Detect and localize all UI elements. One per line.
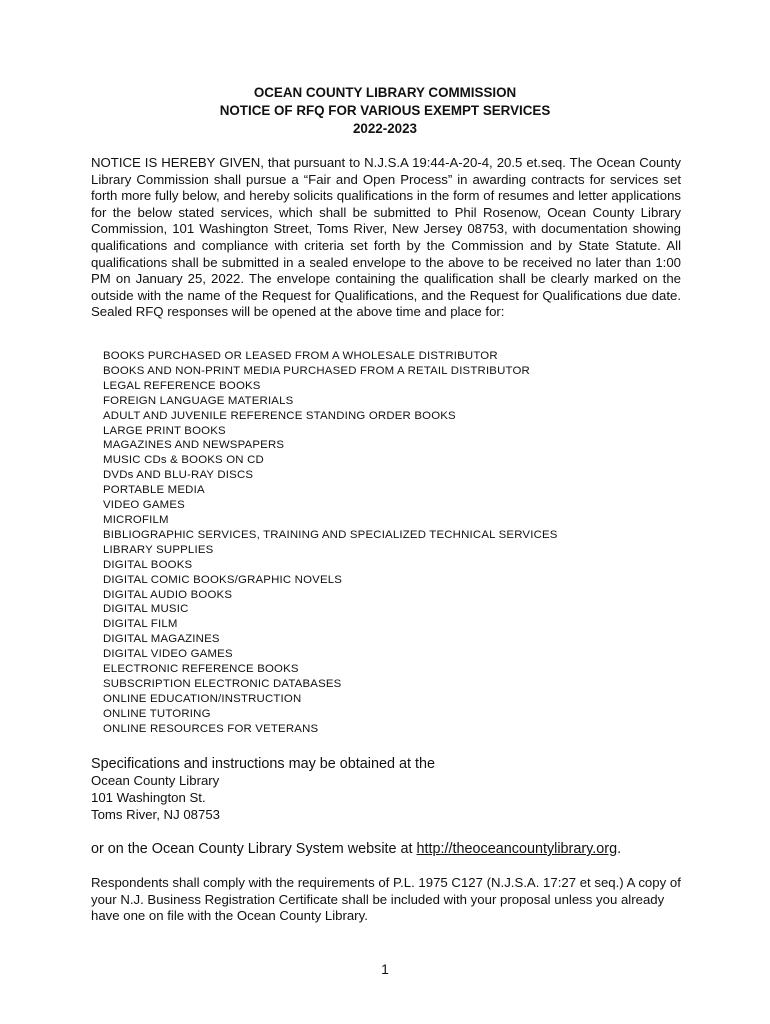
respondents-paragraph: Respondents shall comply with the requirements of P.L. 1975 C127 (N.J.S.A. 17:27 et seq.) A copy of your N.J. Business Registration Certificate shall be included with your proposal unless you already have one on file with the Ocean County Library. [91,875,681,924]
service-item: MAGAZINES AND NEWSPAPERS [103,439,285,452]
service-item: DIGITAL COMIC BOOKS/GRAPHIC NOVELS [103,573,343,586]
specifications-heading: Specifications and instructions may be obtained at the [91,756,435,772]
website-prefix: or on the Ocean County Library System website at [91,841,417,857]
service-item: ONLINE EDUCATION/INSTRUCTION [103,692,302,705]
service-item: MUSIC CDs & BOOKS ON CD [103,454,264,467]
service-item: ONLINE RESOURCES FOR VETERANS [103,722,319,735]
service-item: DIGITAL FILM [103,618,178,631]
library-address [91,772,220,823]
service-item: ELECTRONIC REFERENCE BOOKS [103,663,299,676]
service-item: DIGITAL BOOKS [103,558,193,571]
title-line-3: 2022-2023 [352,121,418,136]
title-block [0,84,770,138]
website-line [91,840,621,858]
service-item: BIBLIOGRAPHIC SERVICES, TRAINING AND SPECIALIZED TECHNICAL SERVICES [103,528,558,541]
service-item: PORTABLE MEDIA [103,484,205,497]
services-list [103,349,558,737]
service-item: LARGE PRINT BOOKS [103,424,226,437]
service-item: ADULT AND JUVENILE REFERENCE STANDING ORDER BOOKS [103,409,456,422]
title-line-2: NOTICE OF RFQ FOR VARIOUS EXEMPT SERVICES [219,103,551,118]
website-suffix: . [617,841,622,857]
service-item: FOREIGN LANGUAGE MATERIALS [103,394,294,407]
service-item: SUBSCRIPTION ELECTRONIC DATABASES [103,677,342,690]
service-item: BOOKS AND NON-PRINT MEDIA PURCHASED FROM A RETAIL DISTRIBUTOR [103,364,530,377]
address-line-1: Ocean County Library [91,773,220,788]
website-link[interactable]: http://theoceancountylibrary.org [416,841,618,857]
service-item: BOOKS PURCHASED OR LEASED FROM A WHOLESALE DISTRIBUTOR [103,350,498,362]
service-item: MICROFILM [103,513,169,526]
service-item: LIBRARY SUPPLIES [103,543,214,556]
service-item: DIGITAL MUSIC [103,603,189,616]
service-item: DIGITAL MAGAZINES [103,633,220,646]
service-item: DIGITAL VIDEO GAMES [103,648,233,661]
page-number: 1 [381,961,389,977]
service-item: VIDEO GAMES [103,499,185,512]
service-item: DIGITAL AUDIO BOOKS [103,588,233,601]
title-line-1: OCEAN COUNTY LIBRARY COMMISSION [253,85,517,100]
address-line-2: 101 Washington St. [91,790,206,805]
intro-paragraph: NOTICE IS HEREBY GIVEN, that pursuant to N.J.S.A 19:44-A-20-4, 20.5 et.seq. The Ocean County Library Commission shall pursue a “Fair and Open Process” in awarding contracts for services set forth more fully below, and hereby solicits qualifications in the form of resumes and letter applications for the below stated services, which shall be submitted to Phil Rosenow, Ocean County Library Commission, 101 Washington Street, Toms River, New Jersey 08753, with documentation showing qualifications and compliance with criteria set forth by the Commission and by State Statute. All qualifications shall be submitted in a sealed envelope to the above to be received no later than 1:00 PM on January 25, 2022. The envelope containing the qualification shall be clearly marked on the outside with the name of the Request for Qualifications, and the Request for Qualifications due date. Sealed RFQ responses will be opened at the above time and place for: [91,155,681,320]
address-line-3: Toms River, NJ 08753 [91,807,220,822]
service-item: ONLINE TUTORING [103,707,211,720]
service-item: LEGAL REFERENCE BOOKS [103,379,261,392]
service-item: DVDs AND BLU-RAY DISCS [103,469,254,482]
